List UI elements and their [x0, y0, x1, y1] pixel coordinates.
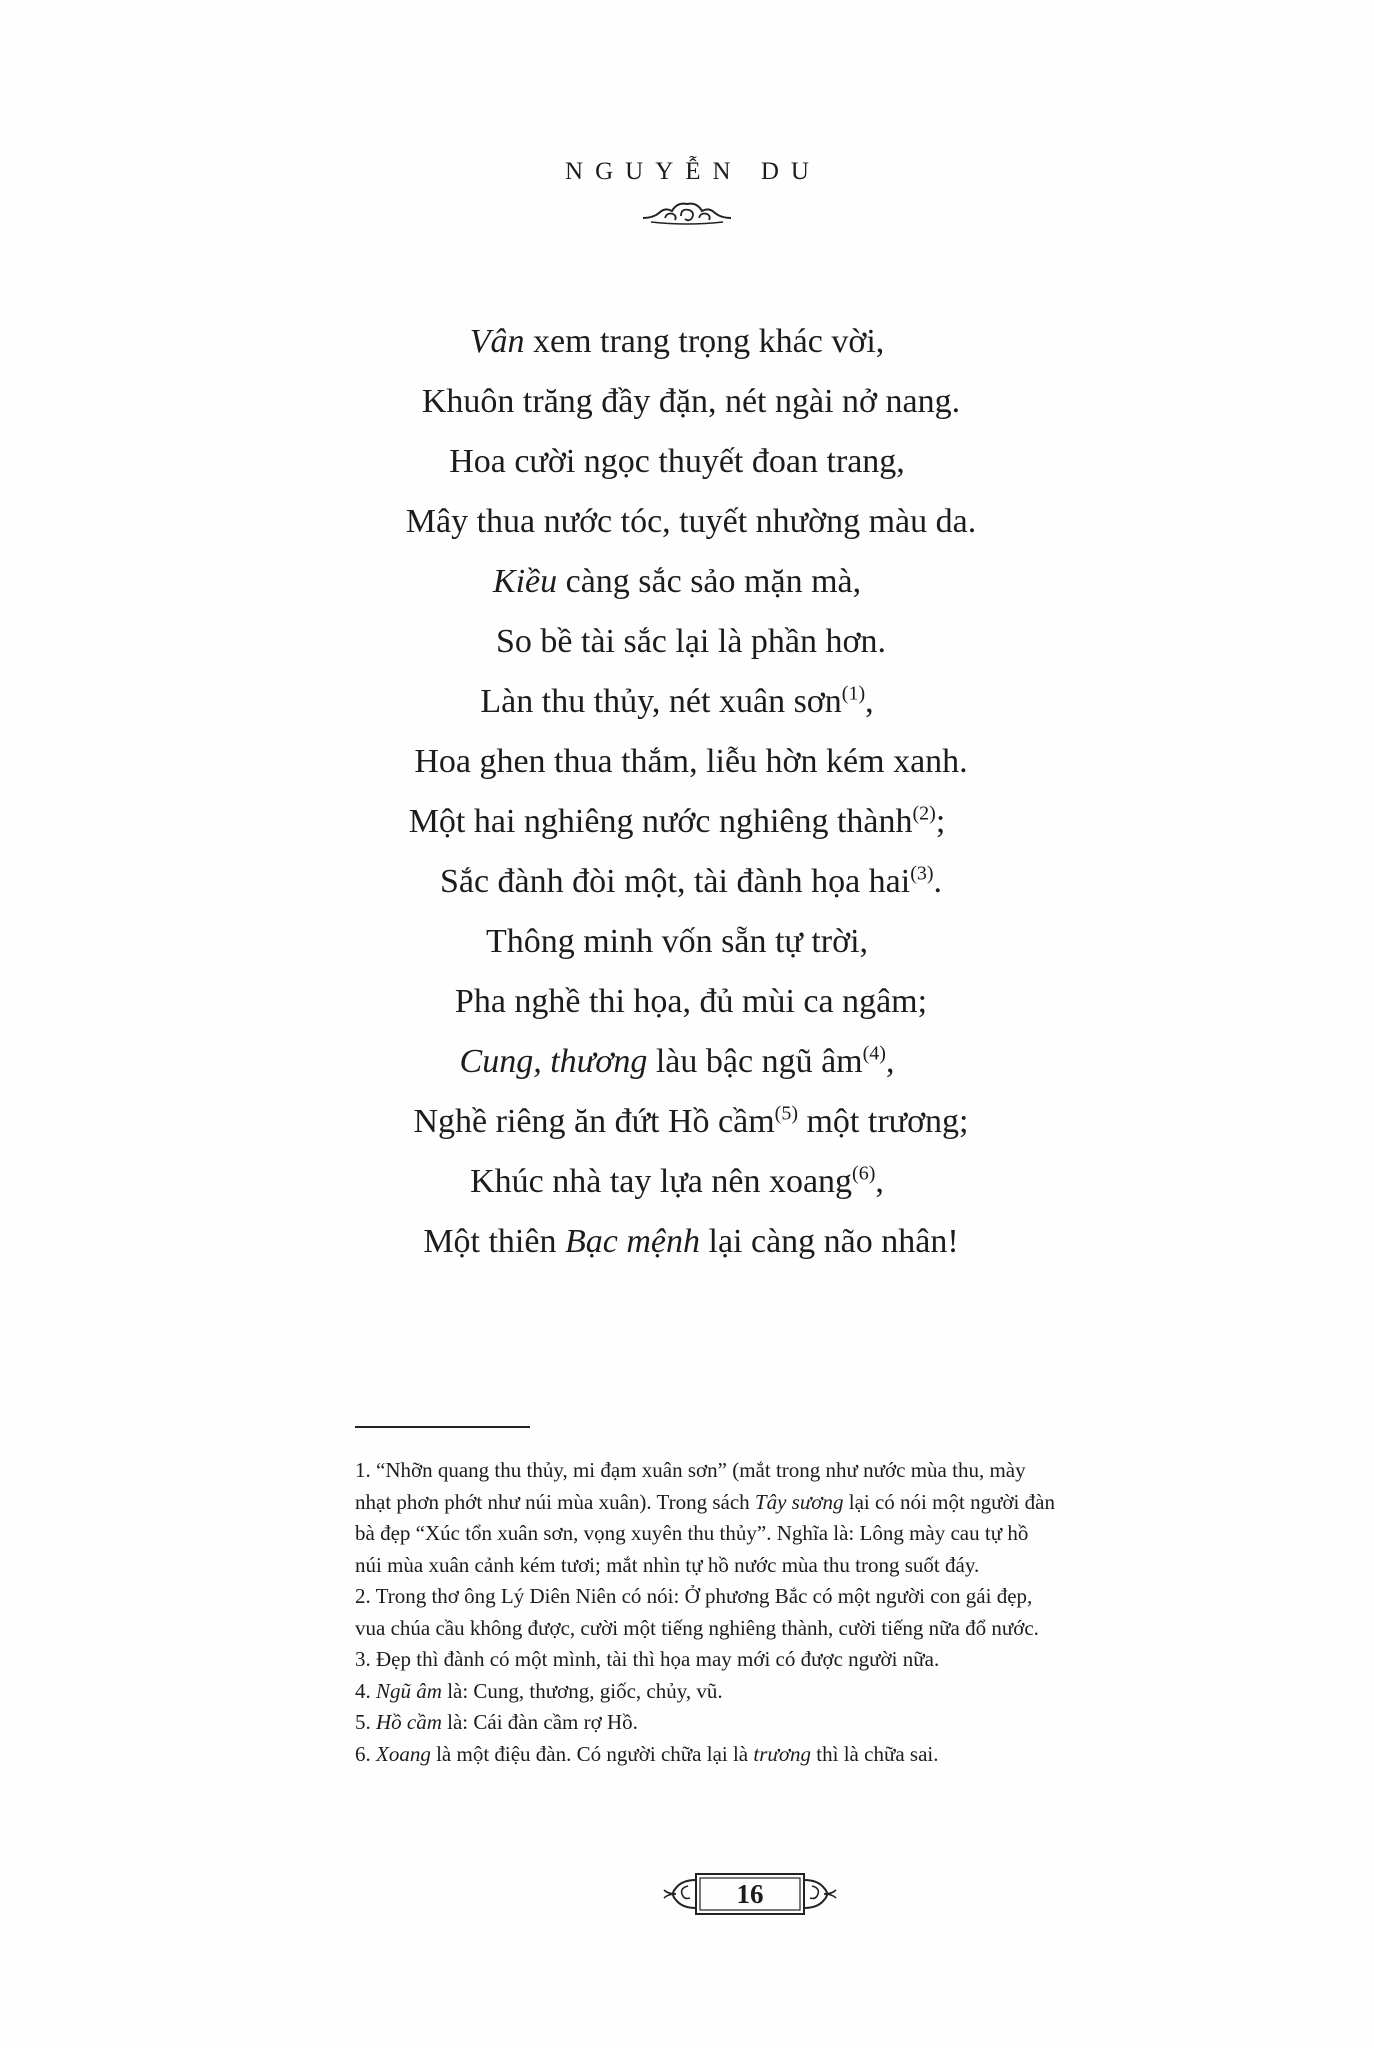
footnote-item	[355, 1739, 1055, 1771]
footnote-item	[355, 1455, 1055, 1581]
author-name: NGUYỄN DU	[565, 158, 821, 185]
text-run: Một hai nghiêng nước nghiêng thành	[408, 803, 913, 840]
italic-text: Xoang	[376, 1741, 431, 1766]
text-run: Khuôn trăng đầy đặn, nét ngài nở nang.	[421, 383, 961, 420]
poem-line	[4, 492, 1374, 552]
text-run: 6.	[355, 1741, 376, 1766]
italic-text: trương	[753, 1741, 812, 1766]
cloud-scroll-ornament-icon	[637, 196, 737, 230]
italic-text: Tây sương	[754, 1489, 844, 1514]
text-run: Nghề riêng ăn đứt Hồ cầm	[413, 1103, 775, 1140]
footnote-item	[355, 1644, 1055, 1676]
poem-line	[0, 672, 1364, 732]
poem-line	[0, 1152, 1364, 1212]
text-run: Khúc nhà tay lựa nên xoang	[470, 1163, 853, 1200]
text-run: Pha nghề thi họa, đủ mùi ca ngâm;	[454, 983, 928, 1020]
text-run: thì là chữa sai.	[811, 1741, 939, 1766]
text-run: Mây thua nước tóc, tuyết nhường màu da.	[405, 503, 977, 540]
poem-line	[4, 1212, 1374, 1272]
footnote-separator	[355, 1426, 530, 1428]
poem-line	[4, 732, 1374, 792]
text-run: Một thiên	[423, 1223, 565, 1260]
footnote-ref: (4)	[862, 1042, 886, 1065]
italic-text: Kiều	[492, 563, 558, 600]
footnote-ref: (1)	[841, 682, 866, 705]
text-run: 4.	[355, 1678, 376, 1703]
footnote-ref: (5)	[774, 1102, 798, 1125]
footnote-ref: (3)	[910, 862, 934, 885]
poem-line	[4, 612, 1374, 672]
text-run: ;	[935, 803, 946, 840]
page-number: 16	[736, 1879, 764, 1909]
text-run: Làn thu thủy, nét xuân sơn	[480, 683, 842, 720]
running-header	[0, 158, 1374, 230]
page-number-frame	[660, 1866, 840, 1922]
poem-line	[0, 912, 1364, 972]
footnotes	[355, 1455, 1055, 1770]
text-run: xem trang trọng khác vời,	[524, 323, 885, 360]
footnote-item	[355, 1707, 1055, 1739]
poem-line	[0, 792, 1364, 852]
poem-line	[0, 552, 1364, 612]
text-run: lại càng não nhân!	[700, 1223, 959, 1260]
poem-line	[0, 432, 1364, 492]
poem-line	[4, 372, 1374, 432]
poem-line	[0, 312, 1364, 372]
italic-text: Bạc mệnh	[564, 1223, 700, 1260]
text-run: 3. Đẹp thì đành có một mình, tài thì họa may mới có được người nữa.	[355, 1647, 940, 1671]
footnote-item	[355, 1676, 1055, 1708]
text-run: Hoa cười ngọc thuyết đoan trang,	[449, 443, 905, 480]
italic-text: Cung, thương	[459, 1043, 648, 1080]
footnote-item	[355, 1581, 1055, 1644]
text-run: 2. Trong thơ ông Lý Diên Niên có nói: Ở phương Bắc có một người con gái đẹp, vua chúa cầu không được, cười một tiếng nghiêng thành, cười tiếng nữa đổ nước.	[355, 1584, 1039, 1640]
italic-text: Vân	[469, 323, 525, 360]
poem-line	[0, 1032, 1364, 1092]
text-run: là: Cái đàn cầm rợ Hồ.	[441, 1710, 638, 1734]
poem-body	[0, 312, 1374, 1272]
text-run: là một điệu đàn. Có người chữa lại là	[430, 1741, 754, 1766]
poem-line	[4, 1092, 1374, 1152]
text-run: ,	[865, 683, 874, 720]
poem-line	[4, 972, 1374, 1032]
text-run: làu bậc ngũ âm	[647, 1043, 863, 1080]
italic-text: Hồ cầm	[376, 1710, 442, 1734]
text-run: Thông minh vốn sẵn tự trời,	[485, 923, 869, 960]
text-run: một trương;	[797, 1103, 969, 1140]
text-run: Hoa ghen thua thắm, liễu hờn kém xanh.	[414, 743, 968, 780]
footnote-ref: (6)	[852, 1162, 876, 1185]
text-run: ,	[875, 1163, 884, 1200]
poem-line	[4, 852, 1374, 912]
text-run: ,	[885, 1043, 895, 1080]
footnote-ref: (2)	[912, 802, 936, 825]
text-run: lại có nói một người đàn bà đẹp “Xúc tổn xuân sơn, vọng xuyên thu thủy”. Nghĩa là: Lông mày cau tự hồ núi mùa xuân cảnh kém tươi; mắt nhìn tự hồ nước mùa thu trong suốt đáy.	[355, 1489, 1055, 1577]
text-run: là: Cung, thương, giốc, chủy, vũ.	[441, 1678, 723, 1703]
text-run: So bề tài sắc lại là phần hơn.	[496, 623, 886, 660]
text-run: 1. “Nhỡn quang thu thủy, mi đạm xuân sơn” (mắt trong như nước mùa thu, mày nhạt phơn phớt như núi mùa xuân). Trong sách	[355, 1458, 1026, 1514]
text-run: Sắc đành đòi một, tài đành họa hai	[439, 863, 911, 900]
italic-text: Ngũ âm	[376, 1678, 442, 1703]
text-run: càng sắc sảo mặn mà,	[557, 563, 862, 600]
text-run: .	[933, 863, 943, 900]
text-run: 5.	[355, 1710, 376, 1734]
